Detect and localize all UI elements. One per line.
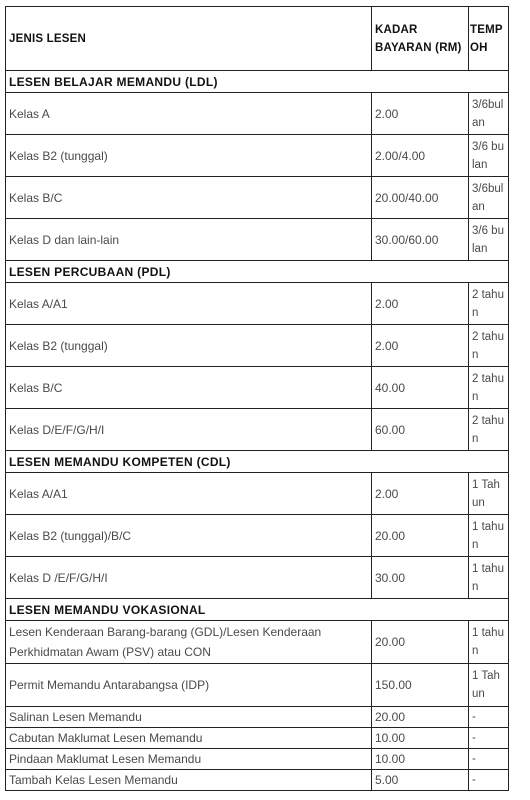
license-rate: 30.00/60.00 <box>372 219 469 261</box>
table-row <box>6 770 509 791</box>
table-row <box>6 515 509 557</box>
table-row <box>6 557 509 599</box>
section-row-pdl <box>6 261 509 283</box>
license-period: 1 Tahun <box>469 664 509 707</box>
license-rate: 20.00 <box>372 515 469 557</box>
section-row-vokasional <box>6 599 509 621</box>
license-rate: 20.00 <box>372 707 469 728</box>
license-period: 1 tahun <box>469 557 509 599</box>
table-row <box>6 135 509 177</box>
license-period: - <box>469 770 509 791</box>
table-row <box>6 749 509 770</box>
table-row <box>6 409 509 451</box>
license-name: Kelas B/C <box>6 177 372 219</box>
table-row <box>6 177 509 219</box>
header-row <box>6 7 509 71</box>
section-row-ldl <box>6 71 509 93</box>
license-rate: 2.00 <box>372 283 469 325</box>
license-rate: 10.00 <box>372 728 469 749</box>
header-kadar-bayaran: KADAR BAYARAN (RM) <box>372 7 469 71</box>
license-name: Pindaan Maklumat Lesen Memandu <box>6 749 372 770</box>
table-row <box>6 93 509 135</box>
license-name: Kelas B2 (tunggal) <box>6 135 372 177</box>
license-rate: 20.00 <box>372 621 469 664</box>
section-title-ldl: LESEN BELAJAR MEMANDU (LDL) <box>6 71 509 93</box>
license-period: 3/6bulan <box>469 93 509 135</box>
license-name: Kelas D dan lain-lain <box>6 219 372 261</box>
license-name: Kelas B2 (tunggal)/B/C <box>6 515 372 557</box>
license-name: Kelas B/C <box>6 367 372 409</box>
table-row <box>6 219 509 261</box>
license-rate: 60.00 <box>372 409 469 451</box>
license-name: Kelas B2 (tunggal) <box>6 325 372 367</box>
license-period: 3/6 bulan <box>469 219 509 261</box>
license-name: Permit Memandu Antarabangsa (IDP) <box>6 664 372 707</box>
license-name: Kelas A/A1 <box>6 473 372 515</box>
license-rate: 2.00/4.00 <box>372 135 469 177</box>
license-fee-table <box>5 6 509 791</box>
license-period: 1 tahun <box>469 515 509 557</box>
table-row <box>6 621 509 664</box>
section-title-pdl: LESEN PERCUBAAN (PDL) <box>6 261 509 283</box>
license-rate: 20.00/40.00 <box>372 177 469 219</box>
license-name: Salinan Lesen Memandu <box>6 707 372 728</box>
license-period: 1 Tahun <box>469 473 509 515</box>
section-title-cdl: LESEN MEMANDU KOMPETEN (CDL) <box>6 451 509 473</box>
license-period: 1 tahun <box>469 621 509 664</box>
table-row <box>6 283 509 325</box>
license-period: - <box>469 707 509 728</box>
license-rate: 150.00 <box>372 664 469 707</box>
license-rate: 2.00 <box>372 325 469 367</box>
license-name: Kelas D/E/F/G/H/I <box>6 409 372 451</box>
license-name: Kelas A/A1 <box>6 283 372 325</box>
table-row <box>6 707 509 728</box>
header-jenis-lesen: JENIS LESEN <box>6 7 372 71</box>
license-rate: 40.00 <box>372 367 469 409</box>
license-name: Kelas D /E/F/G/H/I <box>6 557 372 599</box>
section-row-cdl <box>6 451 509 473</box>
license-period: 2 tahun <box>469 325 509 367</box>
license-name: Lesen Kenderaan Barang-barang (GDL)/Lesen Kenderaan Perkhidmatan Awam (PSV) atau CON <box>6 621 372 664</box>
license-period: 2 tahun <box>469 283 509 325</box>
license-name: Cabutan Maklumat Lesen Memandu <box>6 728 372 749</box>
license-period: - <box>469 749 509 770</box>
table-row <box>6 367 509 409</box>
header-tempoh: TEMPOH <box>469 7 509 71</box>
license-period: 2 tahun <box>469 409 509 451</box>
table-row <box>6 664 509 707</box>
license-period: 2 tahun <box>469 367 509 409</box>
license-name: Kelas A <box>6 93 372 135</box>
license-rate: 10.00 <box>372 749 469 770</box>
license-rate: 2.00 <box>372 473 469 515</box>
license-period: - <box>469 728 509 749</box>
license-name: Tambah Kelas Lesen Memandu <box>6 770 372 791</box>
table-row <box>6 325 509 367</box>
table-row <box>6 728 509 749</box>
license-rate: 5.00 <box>372 770 469 791</box>
license-period: 3/6 bulan <box>469 135 509 177</box>
table-row <box>6 473 509 515</box>
section-title-vokasional: LESEN MEMANDU VOKASIONAL <box>6 599 509 621</box>
license-rate: 30.00 <box>372 557 469 599</box>
license-rate: 2.00 <box>372 93 469 135</box>
license-period: 3/6bulan <box>469 177 509 219</box>
